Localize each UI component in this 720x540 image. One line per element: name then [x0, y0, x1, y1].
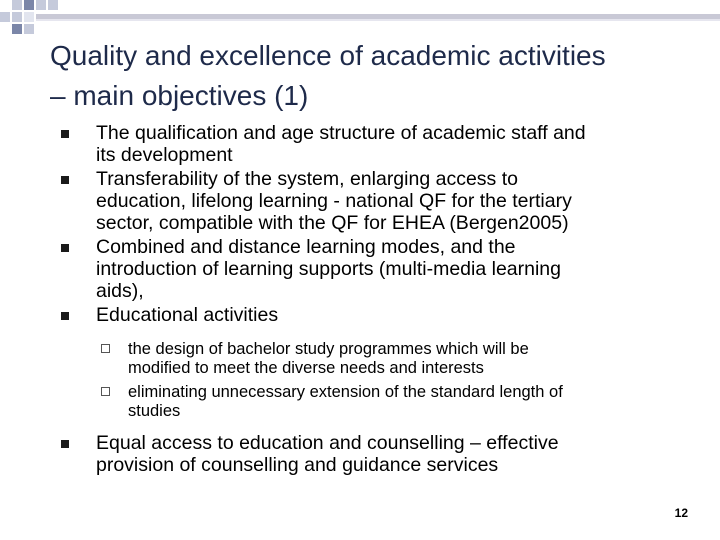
- hollow-square-bullet-icon: [101, 344, 110, 353]
- bullet-item: [60, 432, 680, 476]
- bullet-item: [60, 236, 680, 302]
- square-bullet-icon: [61, 176, 69, 184]
- deco-square: [12, 24, 22, 34]
- deco-square: [12, 12, 22, 22]
- square-bullet-icon: [61, 130, 69, 138]
- bullet-line: Transferability of the system, enlarging access to: [96, 168, 518, 190]
- sub-bullet-list: [60, 340, 680, 420]
- bullet-line: The qualification and age structure of academic staff and: [96, 122, 586, 144]
- hollow-square-bullet-icon: [101, 387, 110, 396]
- square-bullet-icon: [61, 244, 69, 252]
- sub-bullet-line: eliminating unnecessary extension of the standard length of: [128, 383, 563, 401]
- slide-body: [60, 122, 680, 478]
- sub-bullet-line: the design of bachelor study programmes which will be: [128, 340, 529, 358]
- title-line: Quality and excellence of academic activities: [50, 40, 606, 71]
- header-bar-shadow: [36, 19, 720, 21]
- bullet-line: its development: [96, 144, 233, 166]
- bullet-line: Educational activities: [96, 304, 279, 326]
- deco-square: [0, 12, 10, 22]
- square-bullet-icon: [61, 312, 69, 320]
- bullet-line: provision of counselling and guidance services: [96, 454, 499, 476]
- page-number: 12: [674, 506, 688, 520]
- bullet-line: sector, compatible with the QF for EHEA (Bergen2005): [96, 212, 569, 234]
- square-bullet-icon: [61, 440, 69, 448]
- deco-square: [24, 12, 34, 22]
- deco-square: [48, 0, 58, 10]
- bullet-line: aids),: [96, 280, 144, 302]
- bullet-item: [60, 122, 680, 166]
- bullet-line: Equal access to education and counselling – effective: [96, 432, 559, 454]
- deco-square: [36, 0, 46, 10]
- sub-bullet-line: modified to meet the diverse needs and interests: [128, 358, 484, 377]
- deco-square: [24, 24, 34, 34]
- bullet-line: Combined and distance learning modes, and the: [96, 236, 516, 258]
- bullet-line: education, lifelong learning - national QF for the tertiary: [96, 190, 572, 212]
- deco-square: [24, 0, 34, 10]
- deco-square: [12, 0, 22, 10]
- sub-bullet-item: [60, 340, 680, 377]
- bullet-item: [60, 168, 680, 234]
- bullet-item: [60, 304, 680, 326]
- title-line: – main objectives (1): [50, 80, 309, 111]
- bullet-line: introduction of learning supports (multi-media learning: [96, 258, 561, 280]
- slide-title: [50, 36, 700, 116]
- sub-bullet-line: studies: [128, 401, 181, 420]
- sub-bullet-item: [60, 383, 680, 420]
